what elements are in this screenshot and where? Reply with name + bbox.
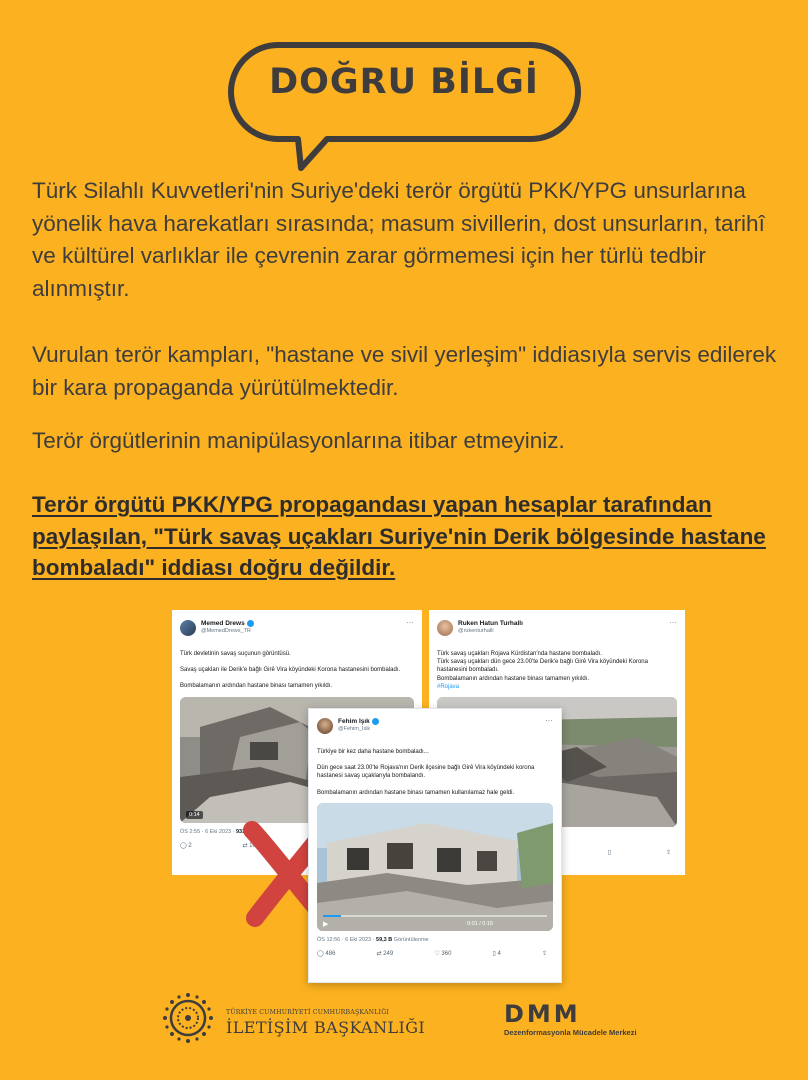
avatar[interactable] — [317, 718, 333, 734]
share-button[interactable]: ⇪ — [541, 950, 547, 957]
ruined-building-photo — [317, 803, 553, 931]
video-duration: 0:14 — [186, 811, 203, 819]
org-name: İLETİŞİM BAŞKANLIĞI — [226, 1018, 426, 1037]
more-options-icon[interactable]: ··· — [406, 618, 414, 627]
tweet-text-line: Savaş uçakları ile Derik'e bağlı Girê Vira köyündeki Korona hastanesini bombaladı. — [180, 667, 401, 674]
tweet-text-line: Bombalamanın ardından hastane binası tamamen kullanılamaz hale geldi. — [317, 789, 515, 796]
reply-button[interactable]: ◯ 486 — [317, 950, 336, 957]
tweet-actions — [317, 950, 553, 957]
tweet-text-line: Bombalamanın ardından hastane binası tamamen yıkıldı. — [437, 675, 590, 682]
author-handle[interactable]: @MemedDrews_TR — [201, 628, 251, 634]
share-button[interactable]: ⇪ — [665, 850, 671, 857]
reply-button[interactable]: ◯ 2 — [180, 842, 192, 849]
retweet-button[interactable]: ⇄ 10 — [242, 842, 256, 849]
author-name[interactable]: Fehim Işık — [338, 718, 379, 725]
bookmark-button[interactable]: ▯ 4 — [492, 950, 501, 957]
tweet-meta: ÖS 12:56 · 6 Eki 2023 · 59,3 B Görüntülenme — [317, 936, 429, 943]
author-handle[interactable]: @rukenturhalli — [458, 628, 494, 634]
verified-badge-icon — [247, 620, 254, 627]
tweet-text-line: Türk savaş uçakları dün gece 23.00'te Derik'e bağlı Girê Vira köyündeki Korona hastanesini bombaladı. — [437, 659, 648, 674]
org-parent-name: TÜRKİYE CUMHURİYETİ CUMHURBAŞKANLIĞI — [226, 1009, 389, 1016]
badge-title: DOĞRU BİLGİ — [269, 62, 539, 102]
more-options-icon[interactable]: ··· — [545, 716, 553, 725]
iletisim-baskanligi-logo — [160, 990, 426, 1060]
tweet-meta: ÖS 2:55 · 6 Eki 2023 · 933 — [180, 828, 246, 835]
tweet-text-line: Türkiye bir kez daha hastane bombaladı... — [317, 749, 429, 755]
bookmark-button[interactable]: ▯ — [607, 850, 612, 857]
tweet-text-line: Türk savaş uçakları Rojava Kürdistan'nda hastane bombaladı. — [437, 651, 602, 657]
more-options-icon[interactable]: ··· — [669, 618, 677, 627]
retweet-button[interactable]: ⇄ 249 — [376, 950, 394, 957]
author-name[interactable]: Ruken Hatun Turhallı — [458, 620, 523, 627]
tweet-text-line: Dün gece saat 23.00'te Rojava'nın Derik ilçesine bağlı Girê Vira köyündeki korona hastanesi savaş uçaklarıyla bombalandı. — [317, 765, 535, 780]
play-button[interactable]: ▶ — [323, 920, 329, 928]
paragraph-main: Türk Silahlı Kuvvetleri'nin Suriye'deki terör örgütü PKK/YPG unsurlarına yönelik hava harekatları sırasında; masum sivillerin, dost unsurların, tarihî ve kültürel varlıklar ile çevrenin zarar görmemesi için her türlü tedbir alınmıştır. — [32, 178, 765, 301]
author-name[interactable]: Memed Drews — [201, 620, 254, 627]
conclusion-statement: Terör örgütü PKK/YPG propagandası yapan hesaplar tarafından paylaşılan, "Türk savaş uçakları Suriye'nin Derik bölgesinde hastane bombaladı" iddiası doğru değildir. — [32, 492, 766, 580]
dmm-full-name: Dezenformasyonla Mücadele Merkezi — [504, 1028, 637, 1037]
like-button[interactable]: ♡ 360 — [434, 950, 452, 957]
star-circle-emblem-icon — [160, 990, 216, 1046]
video-progress-bar[interactable] — [323, 915, 547, 917]
author-handle[interactable]: @Fehim_Isik — [338, 726, 371, 732]
hashtag-link[interactable]: #Rojava — [437, 683, 460, 690]
paragraph-propaganda: Vurulan terör kampları, "hastane ve sivil yerleşim" iddiasıyla servis edilerek bir kara propaganda yürütülmektedir. — [32, 342, 777, 400]
video-progress: 0:01 / 0:15 — [467, 920, 493, 927]
paragraph-warning: Terör örgütlerinin manipülasyonlarına itibar etmeyiniz. — [32, 428, 565, 453]
avatar[interactable] — [180, 620, 196, 636]
tweet-text-line: Bombalamanın ardından hastane binası tamamen yıkıldı. — [180, 683, 333, 690]
verified-badge-icon — [372, 718, 379, 725]
tweet-text-line: Türk devletinin savaş suçunun görüntüsü. — [180, 651, 291, 657]
avatar[interactable] — [437, 620, 453, 636]
hospital-ruins-video[interactable] — [317, 803, 553, 931]
tweet-card-fehim-isik — [308, 708, 562, 983]
dmm-logo — [500, 998, 670, 1048]
dmm-wordmark: DMM — [504, 1000, 581, 1028]
